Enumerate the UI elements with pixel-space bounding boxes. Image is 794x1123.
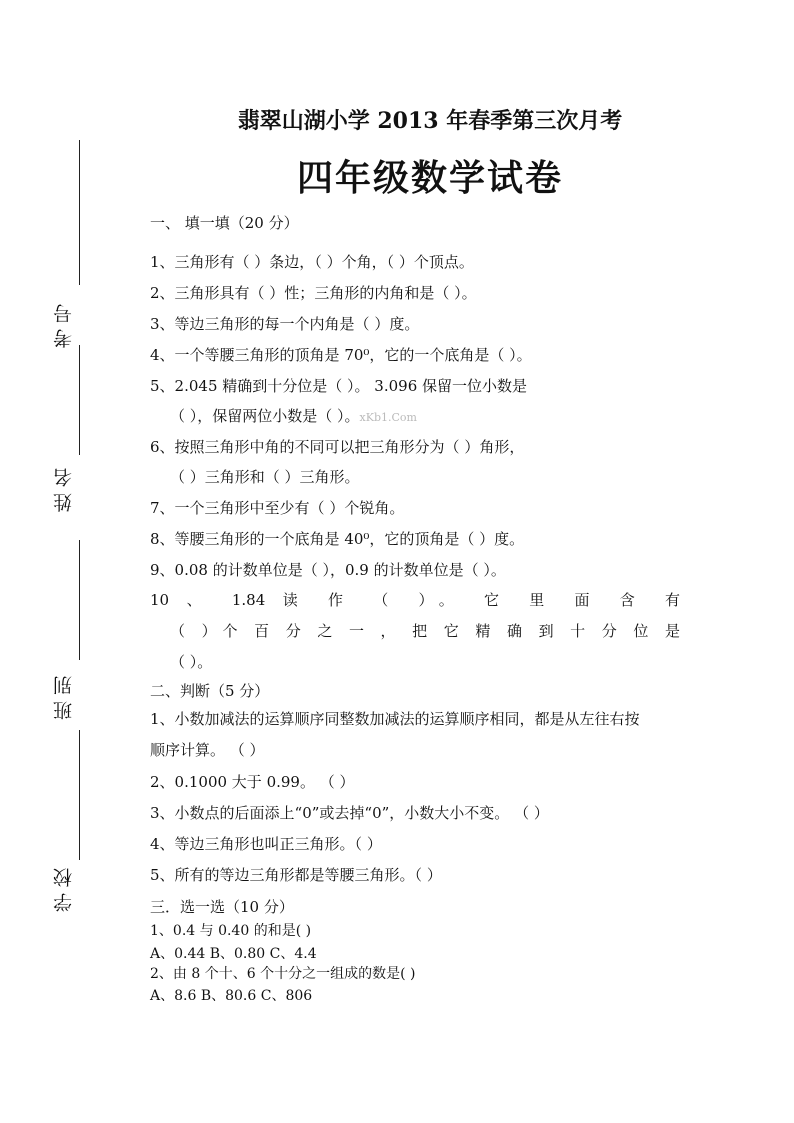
question-line: 1、小数加减法的运算顺序同整数加减法的运算顺序相同，都是从左往右按 — [150, 710, 640, 728]
question-line: 4、等边三角形也叫正三角形。（ ） — [150, 835, 382, 853]
question-line: 9、0.08 的计数单位是（ ），0.9 的计数单位是（ ）。 — [150, 561, 506, 579]
question-text: （ ），保留两位小数是（ ）。 — [170, 407, 360, 425]
question-line: 1、三角形有（ ）条边，（ ）个角，（ ）个顶点。 — [150, 253, 474, 271]
section1-heading: 一、 填一填（20 分） — [150, 214, 299, 232]
binding-margin — [0, 0, 110, 1123]
question-line: 5、2.045 精确到十分位是（ ）。 3.096 保留一位小数是 — [150, 377, 528, 395]
question-line: 10 、 1.84 读 作 （ ）。 它 里 面 含 有 — [150, 591, 680, 609]
paper-title: 四年级数学试卷 — [296, 158, 563, 199]
question-line: 3、小数点的后面添上“0”或去掉“0”，小数大小不变。 （ ） — [150, 804, 549, 822]
question-line: 6、按照三角形中角的不同可以把三角形分为（ ）角形， — [150, 438, 525, 456]
question-line: 4、一个等腰三角形的顶角是 70⁰，它的一个底角是（ ）。 — [150, 346, 532, 364]
school-label: 学校 — [53, 862, 75, 912]
section2-heading: 二、判断（5 分） — [150, 682, 270, 700]
section3-heading: 三．选一选（10 分） — [150, 898, 294, 916]
watermark: xKb1.Com — [359, 411, 417, 424]
options-line: A、0.44 B、0.80 C、4.4 — [150, 946, 317, 962]
question-line: （ ）。 — [170, 653, 213, 671]
exam-number-field[interactable] — [79, 345, 80, 455]
question-line: （ ）三角形和（ ）三角形。 — [170, 468, 360, 486]
exam-number-label: 考号 — [53, 298, 75, 348]
question-line: 2、0.1000 大于 0.99。 （ ） — [150, 773, 355, 791]
question-line: 2、三角形具有（ ）性；三角形的内角和是（ ）。 — [150, 284, 477, 302]
class-field[interactable] — [79, 730, 80, 860]
question-line: 2、由 8 个十、6 个十分之一组成的数是( ) — [150, 966, 416, 982]
question-line: （ ）个 百 分 之 一 ， 把 它 精 确 到 十 分 位 是 — [170, 622, 680, 640]
question-line — [170, 405, 670, 426]
divider — [79, 140, 80, 285]
question-line: 8、等腰三角形的一个底角是 40⁰，它的顶角是（ ）度。 — [150, 530, 525, 548]
question-line: 顺序计算。 （ ） — [150, 741, 265, 759]
name-label: 姓名 — [53, 462, 75, 512]
question-line: 1、0.4 与 0.40 的和是( ) — [150, 923, 312, 939]
school-title: 翡翠山湖小学 2013 年春季第三次月考 — [237, 108, 623, 134]
options-line: A、8.6 B、80.6 C、806 — [150, 988, 313, 1004]
name-field[interactable] — [79, 540, 80, 660]
class-label: 班别 — [53, 670, 75, 720]
question-line: 3、等边三角形的每一个内角是（ ）度。 — [150, 315, 420, 333]
question-line: 5、所有的等边三角形都是等腰三角形。（ ） — [150, 866, 442, 884]
question-line: 7、一个三角形中至少有（ ）个锐角。 — [150, 499, 405, 517]
